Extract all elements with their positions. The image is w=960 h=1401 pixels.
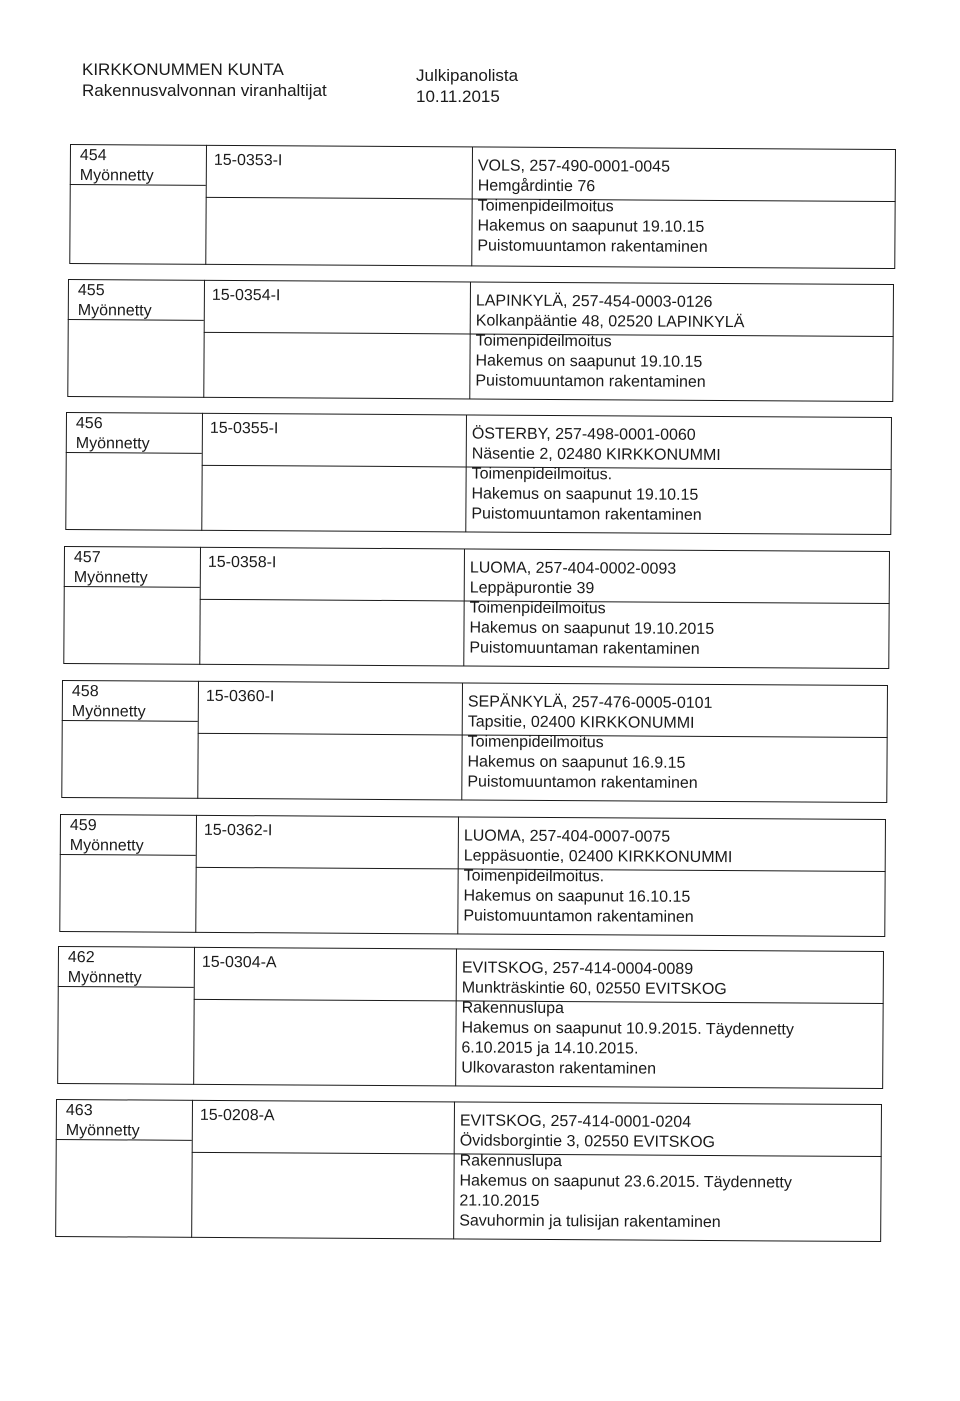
detail-line: Hakemus on saapunut 23.6.2015. Täydennetty (459, 1172, 792, 1192)
entry-status: Myönnetty (75, 435, 150, 453)
entry-number: 454 (79, 147, 107, 165)
entry-details (467, 692, 712, 793)
entry-details (477, 156, 708, 257)
detail-line: Kolkanpääntie 48, 02520 LAPINKYLÄ (475, 312, 745, 332)
detail-line: Hemgårdintie 76 (477, 177, 596, 196)
detail-line: EVITSKOG, 257-414-0004-0089 (461, 959, 694, 978)
detail-line: Puistomuuntamon rakentaminen (463, 907, 694, 926)
detail-line: Leppäpurontie 39 (469, 579, 595, 598)
detail-line: Ulkovaraston rakentaminen (461, 1059, 657, 1078)
doc-date: 10.11.2015 (416, 87, 500, 106)
detail-line: Rakennuslupa (459, 1152, 562, 1171)
entry-457 (63, 546, 890, 669)
detail-line: Hakemus on saapunut 16.9.15 (467, 753, 686, 772)
detail-line: Puistomuuntamon rakentaminen (475, 372, 706, 391)
entry-code: 15-0304-A (201, 953, 277, 972)
entry-number: 463 (65, 1102, 93, 1120)
entry-code: 15-0362-I (203, 821, 273, 840)
detail-line: VOLS, 257-490-0001-0045 (477, 157, 671, 176)
detail-line: Toimenpideilmoitus. (471, 465, 613, 484)
detail-line: SEPÄNKYLÄ, 257-476-0005-0101 (467, 693, 713, 712)
entry-code: 15-0354-I (211, 286, 281, 305)
detail-line: 21.10.2015 (459, 1192, 540, 1210)
entry-status: Myönnetty (77, 302, 152, 320)
detail-line: Hakemus on saapunut 16.10.15 (463, 887, 691, 906)
entry-number: 462 (67, 949, 95, 967)
detail-line: Toimenpideilmoitus. (463, 867, 605, 886)
detail-line: Hakemus on saapunut 10.9.2015. Täydennetty (461, 1019, 794, 1039)
detail-line: Munkträskintie 60, 02550 EVITSKOG (461, 979, 727, 999)
entry-status: Myönnetty (65, 1122, 140, 1140)
entry-number: 456 (75, 415, 103, 433)
detail-line: Puistomuuntamon rakentaminen (477, 237, 708, 256)
entry-463 (55, 1099, 882, 1242)
detail-line: Toimenpideilmoitus (469, 599, 606, 618)
entry-456 (65, 412, 892, 535)
entry-455 (67, 279, 894, 402)
header-right (416, 65, 518, 107)
detail-line: Puistomuuntamon rakentaminen (471, 505, 702, 524)
entry-number: 455 (77, 282, 105, 300)
detail-line: 6.10.2015 ja 14.10.2015. (461, 1039, 639, 1058)
detail-line: Övidsborgintie 3, 02550 EVITSKOG (459, 1132, 716, 1152)
header-left (82, 59, 327, 101)
detail-line: LAPINKYLÄ, 257-454-0003-0126 (475, 292, 713, 311)
doc-type: Julkipanolista (416, 66, 519, 85)
entry-458 (61, 680, 888, 803)
detail-line: Hakemus on saapunut 19.10.2015 (469, 619, 715, 638)
entry-code: 15-0358-I (207, 553, 277, 572)
entry-code: 15-0208-A (199, 1106, 275, 1125)
entry-status: Myönnetty (67, 969, 142, 987)
entry-details (475, 291, 744, 393)
authority-name: Rakennusvalvonnan viranhaltijat (82, 81, 327, 100)
entry-status: Myönnetty (73, 569, 148, 587)
detail-line: Hakemus on saapunut 19.10.15 (475, 352, 703, 371)
entry-number: 457 (73, 549, 101, 567)
entry-status: Myönnetty (69, 837, 144, 855)
detail-line: Leppäsuontie, 02400 KIRKKONUMMI (463, 847, 733, 867)
entry-459 (59, 814, 886, 937)
org-name: KIRKKONUMMEN KUNTA (82, 60, 284, 79)
entry-code: 15-0353-I (213, 151, 283, 170)
detail-line: Hakemus on saapunut 19.10.15 (471, 485, 699, 504)
detail-line: Savuhormin ja tulisijan rakentaminen (459, 1212, 721, 1232)
detail-line: Hakemus on saapunut 19.10.15 (477, 217, 705, 236)
detail-line: Toimenpideilmoitus (467, 733, 604, 752)
detail-line: Puistomuuntamon rakentaminen (467, 773, 698, 792)
detail-line: Tapsitie, 02400 KIRKKONUMMI (467, 713, 695, 732)
entry-details (459, 1111, 792, 1233)
entry-status: Myönnetty (71, 703, 146, 721)
entry-code: 15-0360-I (205, 687, 275, 706)
entry-details (463, 826, 732, 928)
entry-462 (57, 946, 884, 1089)
detail-line: LUOMA, 257-404-0002-0093 (469, 559, 677, 578)
entry-number: 459 (69, 817, 97, 835)
detail-line: Näsentie 2, 02480 KIRKKONUMMI (471, 445, 721, 465)
detail-line: Toimenpideilmoitus (477, 197, 614, 216)
detail-line: ÖSTERBY, 257-498-0001-0060 (471, 425, 696, 444)
detail-line: EVITSKOG, 257-414-0001-0204 (459, 1112, 692, 1131)
entry-status: Myönnetty (79, 167, 154, 185)
detail-line: Rakennuslupa (461, 999, 564, 1018)
entry-code: 15-0355-I (209, 419, 279, 438)
entry-details (461, 958, 794, 1080)
detail-line: Puistomuuntaman rakentaminen (469, 639, 700, 658)
entry-details (471, 424, 721, 526)
entry-details (469, 558, 714, 659)
entry-454 (69, 144, 896, 269)
detail-line: LUOMA, 257-404-0007-0075 (463, 827, 671, 846)
entry-number: 458 (71, 683, 99, 701)
detail-line: Toimenpideilmoitus (475, 332, 612, 351)
